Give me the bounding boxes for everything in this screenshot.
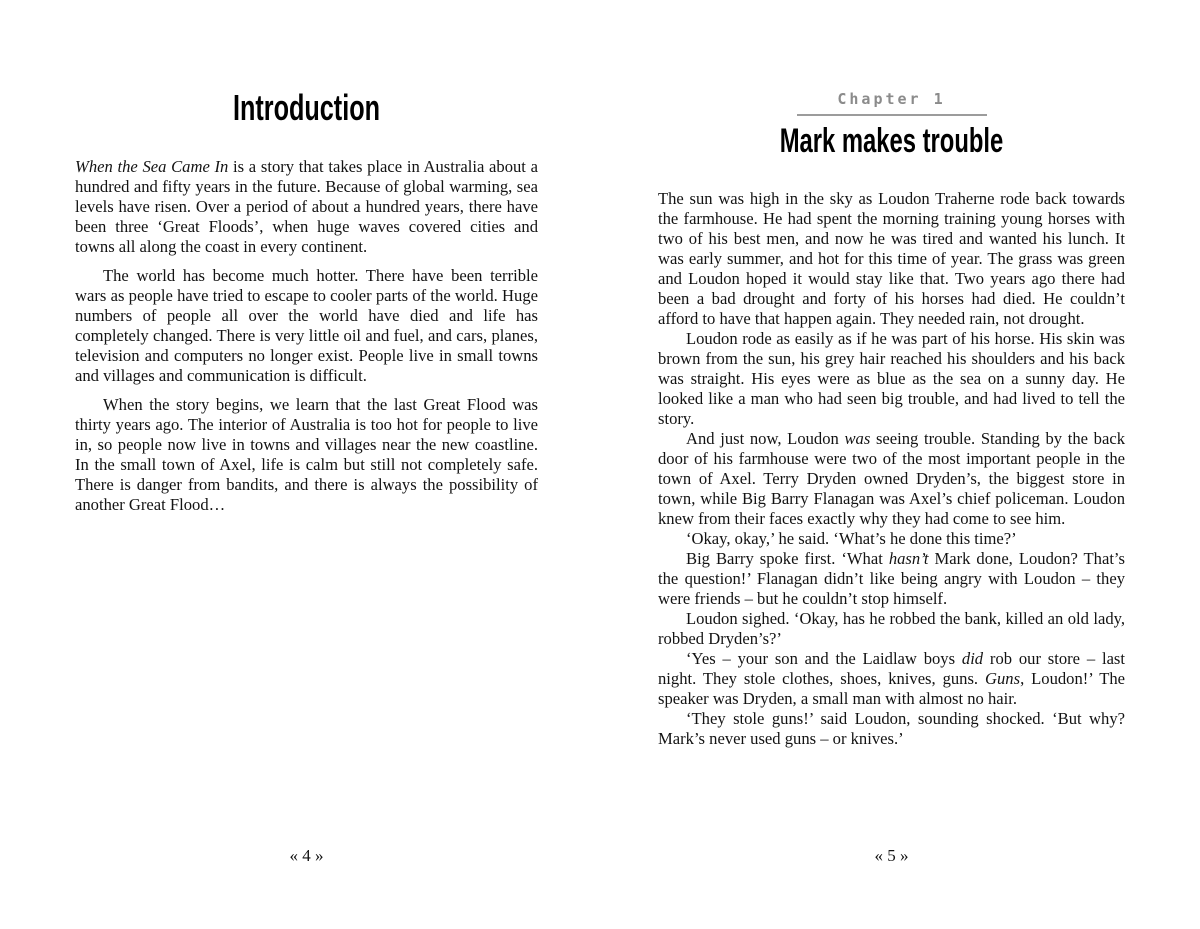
introduction-title: Introduction <box>233 87 380 128</box>
italic-text: was <box>844 429 871 448</box>
page-number-right: « 5 » <box>874 846 909 865</box>
paragraph <box>658 189 1125 329</box>
paragraph <box>658 329 1125 429</box>
chapter-label: Chapter 1 <box>837 90 946 108</box>
italic-text: Guns <box>985 669 1021 688</box>
text-run: Loudon sighed. ‘Okay, has he robbed the bank, killed an old lady, robbed Dryden’s?’ <box>658 609 1125 648</box>
paragraph <box>658 529 1125 549</box>
paragraph <box>75 266 538 386</box>
text-run: The sun was high in the sky as Loudon Traherne rode back towards the farmhouse. He had spent the morning training young horses with two of his best men, and now he was tired and wanted his lunch. It was early summer, and hot for this time of year. The grass was green and Loudon hoped it would stay like that. Two years ago there had been a bad drought and forty of his horses had died. He couldn’t afford to have that happen again. They needed rain, not drought. <box>658 189 1125 328</box>
italic-text: When the Sea Came In <box>75 157 229 176</box>
text-run: Big Barry spoke first. ‘What <box>686 549 889 568</box>
paragraph <box>658 649 1125 709</box>
paragraph <box>658 429 1125 529</box>
paragraph <box>658 709 1125 749</box>
page-number-left: « 4 » <box>289 846 324 865</box>
italic-text: hasn’t <box>888 549 929 568</box>
paragraph <box>658 549 1125 609</box>
paragraph <box>75 395 538 515</box>
text-run: The world has become much hotter. There have been terrible wars as people have tried to escape to cooler parts of the world. Huge numbers of people all over the world have died and life has completely changed. There is very little oil and fuel, and cars, planes, television and computers no longer exist. People live in small towns and villages and communication is difficult. <box>75 266 538 385</box>
text-run: Mark done, Loudon? That’s the question!’ Flanagan didn’t like being angry with Loudon – they were friends – but he couldn’t stop himself. <box>658 549 1125 608</box>
text-run: Loudon rode as easily as if he was part of his horse. His skin was brown from the sun, his grey hair reached his shoulders and his back was straight. His eyes were as blue as the sea on a sunny day. He looked like a man who had seen big trouble, and had lived to tell the story. <box>658 329 1125 428</box>
text-run: ‘Yes – your son and the Laidlaw boys <box>686 649 962 668</box>
italic-text: did <box>961 649 984 668</box>
text-run: seeing trouble. Standing by the back door of his farmhouse were two of the most important people in the town of Axel. Terry Dryden owned Dryden’s, the biggest store in town, while Big Barry Flanagan was Axel’s chief policeman. Loudon knew from their faces exactly why they had come to see him. <box>658 429 1125 528</box>
text-run: When the story begins, we learn that the last Great Flood was thirty years ago. The interior of Australia is too hot for people to live in, so people now live in towns and villages near the new coastline. In the small town of Axel, life is calm but still not completely safe. There is danger from bandits, and there is always the possibility of another Great Flood… <box>75 395 538 514</box>
chapter-rule-divider <box>797 114 987 116</box>
page-right <box>658 0 1125 929</box>
paragraph <box>658 609 1125 649</box>
page-left <box>75 0 538 929</box>
introduction-body <box>75 157 538 515</box>
paragraph <box>75 157 538 257</box>
text-run: And just now, Loudon <box>686 429 845 448</box>
chapter-body <box>658 189 1125 749</box>
text-run: is a story that takes place in Australia about a hundred and fifty years in the future. Because of global warming, sea levels have risen. Over a period of about a hundred years, there have been three ‘Great Floods’, when huge waves covered cities and towns all along the coast in every continent. <box>75 157 538 256</box>
text-run: ‘Okay, okay,’ he said. ‘What’s he done this time?’ <box>686 529 1017 548</box>
text-run: rob our store – last night. They stole clothes, shoes, knives, guns. <box>658 649 1126 688</box>
text-run: ‘They stole guns!’ said Loudon, sounding shocked. ‘But why? Mark’s never used guns – or knives.’ <box>658 709 1125 748</box>
chapter-title: Mark makes trouble <box>779 122 1004 160</box>
text-run: , Loudon!’ The speaker was Dryden, a small man with almost no hair. <box>658 669 1125 708</box>
